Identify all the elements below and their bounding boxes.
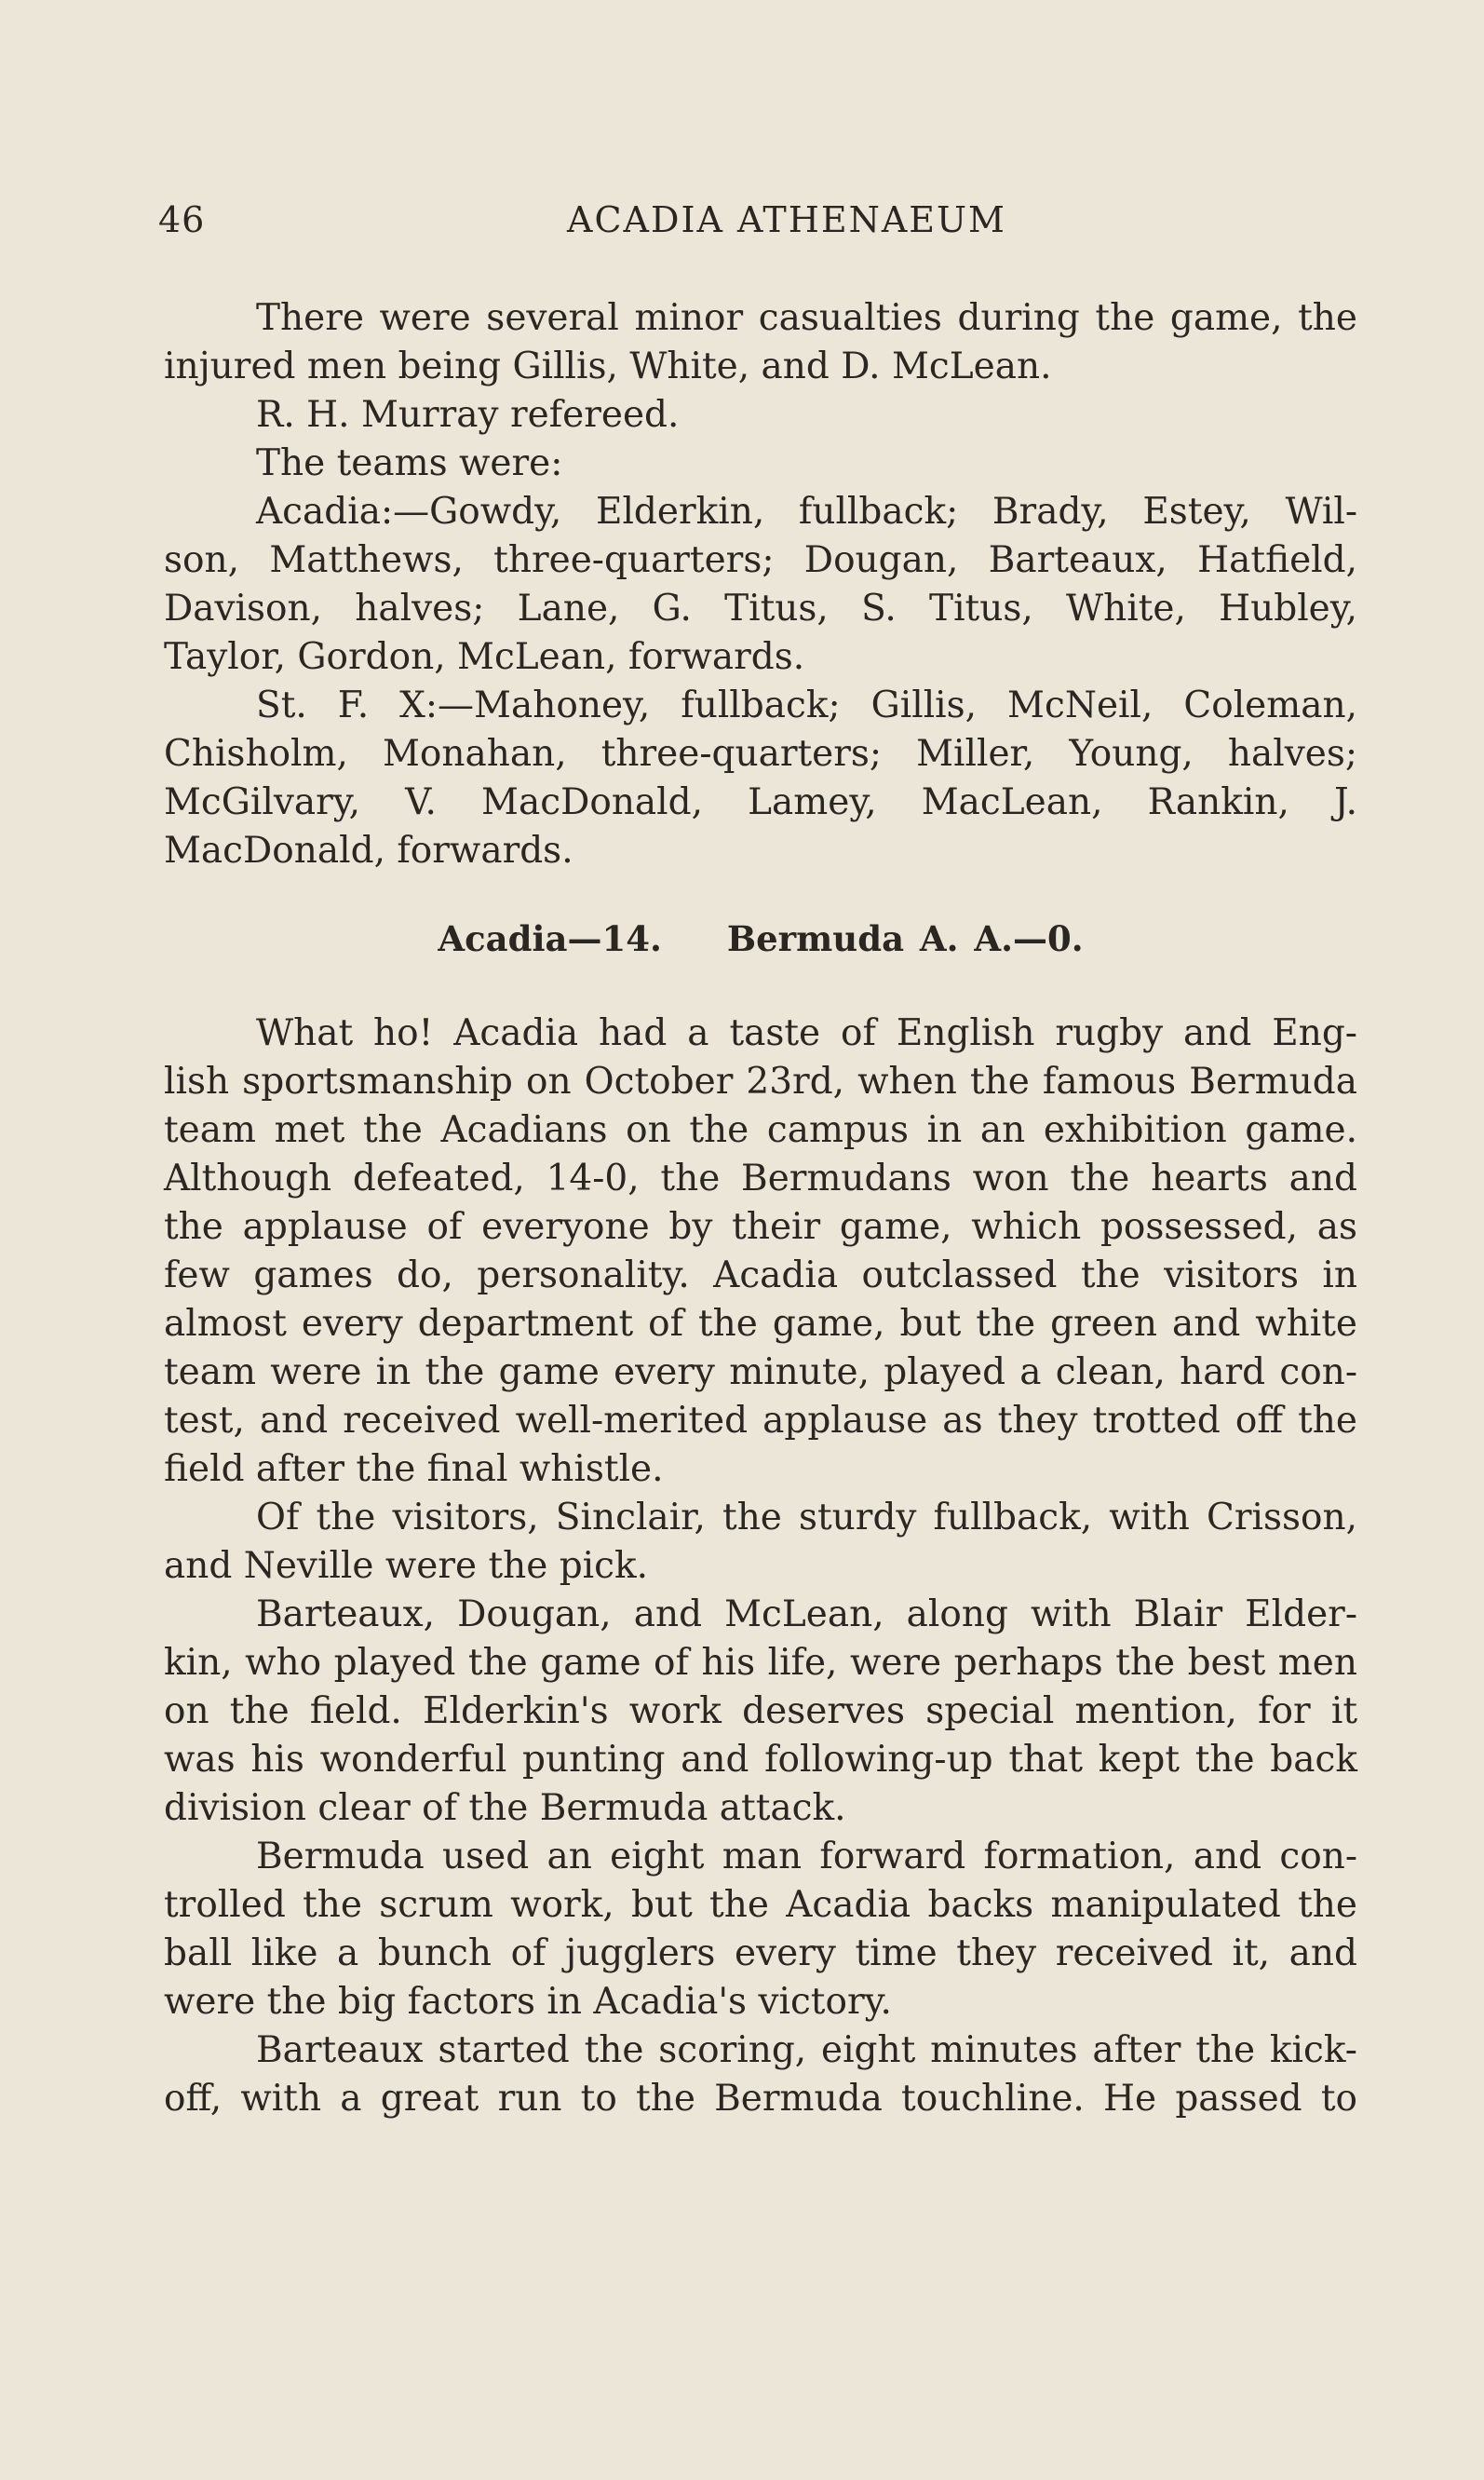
text-line: Taylor, Gordon, McLean, forwards. <box>164 636 805 678</box>
text-line: Acadia:—Gowdy, Elderkin, fullback; Brady, Estey, Wil- <box>256 491 1357 533</box>
text-line: son, Matthews, three-quarters; Dougan, Barteaux, Hatfield, <box>164 539 1357 581</box>
text-line: Chisholm, Monahan, three-quarters; Miller, Young, halves; <box>164 733 1357 775</box>
score-acadia: Acadia—14. <box>438 918 662 959</box>
score-subheading <box>164 915 1357 963</box>
text-line: Although defeated, 14-0, the Bermudans won the hearts and <box>164 1158 1357 1199</box>
running-head: ACADIA ATHENAEUM <box>567 199 1006 240</box>
text-line: team met the Acadians on the campus in an exhibition game. <box>164 1109 1357 1151</box>
text-line: was his wonderful punting and following-up that kept the back <box>164 1739 1357 1781</box>
text-line: field after the final whistle. <box>164 1448 664 1490</box>
text-line: team were in the game every minute, played a clean, hard con- <box>164 1351 1357 1393</box>
page-header <box>158 199 1359 248</box>
text-line: on the field. Elderkin's work deserves special mention, for it <box>164 1690 1357 1732</box>
text-line: kin, who played the game of his life, were perhaps the best men <box>164 1642 1357 1684</box>
text-line: division clear of the Bermuda attack. <box>164 1787 846 1829</box>
text-line: injured men being Gillis, White, and D. McLean. <box>164 346 1052 387</box>
text-line: almost every department of the game, but the green and white <box>164 1303 1357 1345</box>
page-number: 46 <box>158 199 206 240</box>
text-line: the applause of everyone by their game, which possessed, as <box>164 1206 1357 1248</box>
text-line: There were several minor casualties during the game, the <box>256 297 1357 339</box>
text-line: Barteaux started the scoring, eight minutes after the kick- <box>256 2029 1357 2071</box>
text-line: trolled the scrum work, but the Acadia backs manipulated the <box>164 1884 1357 1926</box>
text-line: lish sportsmanship on October 23rd, when the famous Bermuda <box>164 1061 1357 1103</box>
text-line: The teams were: <box>256 442 563 484</box>
text-line: McGilvary, V. MacDonald, Lamey, MacLean, Rankin, J. <box>164 781 1357 823</box>
text-line: Davison, halves; Lane, G. Titus, S. Titus, White, Hubley, <box>164 588 1357 630</box>
text-line: test, and received well-merited applause as they trotted off the <box>164 1400 1357 1442</box>
text-line: Barteaux, Dougan, and McLean, along with Blair Elder- <box>256 1593 1357 1635</box>
score-bermuda: Bermuda A. A.—0. <box>726 918 1084 959</box>
text-line: R. H. Murray refereed. <box>256 394 680 436</box>
text-line: Of the visitors, Sinclair, the sturdy fullback, with Crisson, <box>256 1497 1357 1538</box>
text-line: Bermuda used an eight man forward formation, and con- <box>256 1836 1357 1877</box>
text-line: St. F. X:—Mahoney, fullback; Gillis, McNeil, Coleman, <box>256 684 1357 726</box>
text-line: few games do, personality. Acadia outclassed the visitors in <box>164 1254 1357 1296</box>
text-line: were the big factors in Acadia's victory. <box>164 1981 892 2023</box>
text-line: off, with a great run to the Bermuda touchline. He passed to <box>164 2078 1357 2120</box>
text-line: MacDonald, forwards. <box>164 830 573 872</box>
text-line: What ho! Acadia had a taste of English rugby and Eng- <box>256 1012 1357 1054</box>
text-line: and Neville were the pick. <box>164 1545 649 1587</box>
text-line: ball like a bunch of jugglers every time they received it, and <box>164 1932 1357 1974</box>
article-body <box>164 294 1357 2123</box>
